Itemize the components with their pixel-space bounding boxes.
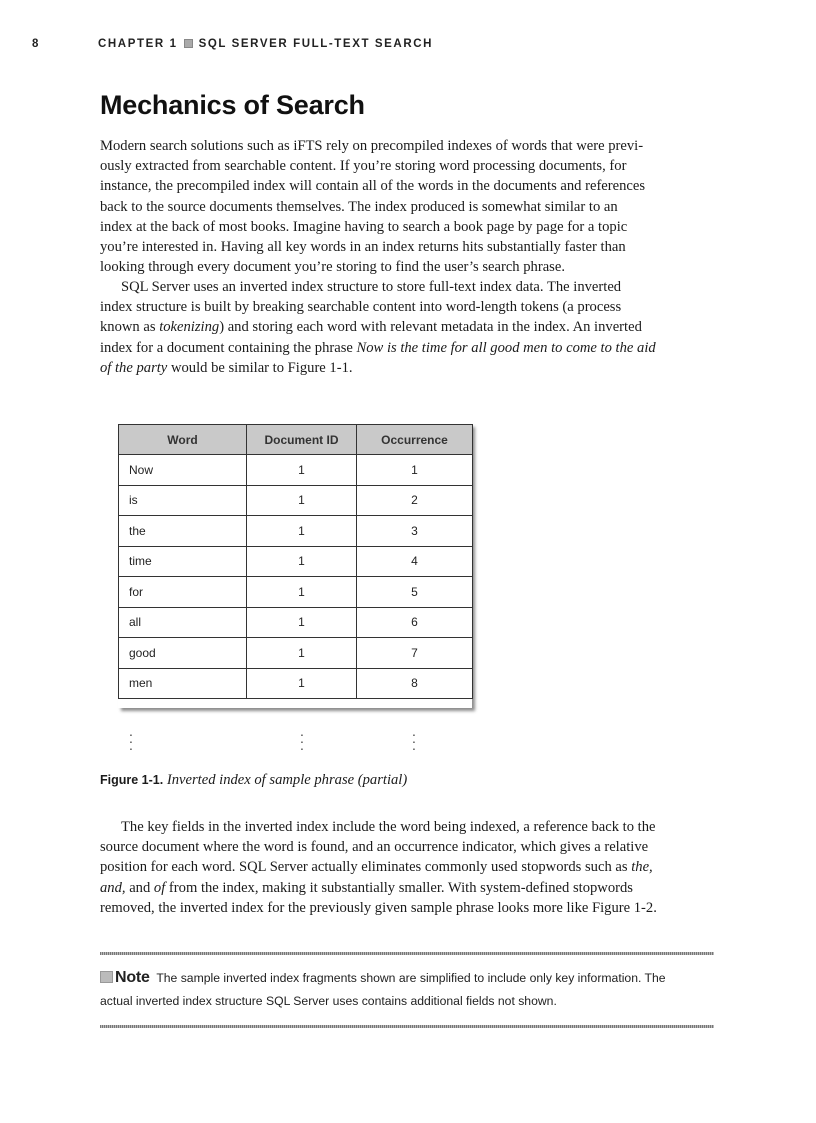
cell-occurrence: 6 [357, 607, 473, 638]
cell-word: Now [119, 455, 247, 486]
cell-occurrence: 7 [357, 638, 473, 669]
cell-document-id: 1 [247, 516, 357, 547]
paragraph-2 [100, 277, 720, 378]
cell-word: time [119, 546, 247, 577]
continuation-dots-document-id: . . . [300, 723, 304, 753]
sample-phrase: Now is the time for all good men to come to the aid [356, 339, 656, 356]
column-header-occurrence: Occurrence [357, 425, 473, 455]
emphasis-term: and, [100, 879, 126, 896]
note-top-rule [100, 952, 714, 955]
cell-word: good [119, 638, 247, 669]
cell-occurrence: 4 [357, 546, 473, 577]
text-line [100, 317, 720, 337]
text-line: looking through every document you’re storing to find the user’s search phrase. [100, 259, 565, 276]
sample-phrase: of the party [100, 359, 168, 376]
text-line: ously extracted from searchable content. If you’re storing word processing documents, for [100, 158, 627, 175]
square-bullet-icon [184, 39, 193, 48]
text-line [100, 878, 720, 898]
running-header [32, 38, 732, 54]
text-line [100, 338, 720, 358]
table-row [119, 638, 473, 669]
inverted-index-figure [118, 424, 472, 708]
cell-document-id: 1 [247, 668, 357, 699]
section-title: Mechanics of Search [100, 90, 365, 120]
note-square-icon [100, 971, 113, 983]
figure-label: Figure 1-1. [100, 773, 164, 787]
cell-document-id: 1 [247, 607, 357, 638]
text-line [100, 857, 720, 877]
table-row [119, 577, 473, 608]
column-header-word: Word [119, 425, 247, 455]
chapter-header [98, 38, 433, 50]
text-run: and [125, 879, 154, 896]
text-line: back to the source documents themselves. The index produced is somewhat similar to an [100, 198, 618, 215]
table-row [119, 485, 473, 516]
column-header-document-id: Document ID [247, 425, 357, 455]
page-number: 8 [32, 38, 40, 50]
text-run: would be similar to Figure 1-1. [167, 359, 353, 376]
cell-document-id: 1 [247, 577, 357, 608]
emphasis-term: tokenizing [159, 319, 220, 336]
cell-occurrence: 3 [357, 516, 473, 547]
chapter-label: CHAPTER 1 [98, 38, 178, 50]
cell-document-id: 1 [247, 455, 357, 486]
continuation-dots-word: . . . [129, 723, 133, 753]
note-keyword: Note [115, 969, 150, 986]
figure-caption [100, 772, 407, 789]
text-line: SQL Server uses an inverted index structure to store full-text index data. The inverted [121, 279, 622, 295]
text-line: removed, the inverted index for the previously given sample phrase looks more like Figure 1-2. [100, 899, 657, 916]
text-line: you’re interested in. Having all key words in an index returns hits substantially faster than [100, 239, 626, 256]
continuation-dots-occurrence: . . . [412, 723, 416, 753]
paragraph-1 [100, 136, 720, 277]
text-run: known as [100, 319, 160, 336]
note-text: The sample inverted index fragments shown are simplified to include only key information. The [156, 971, 666, 985]
cell-occurrence: 2 [357, 485, 473, 516]
figure-caption-text: Inverted index of sample phrase (partial) [163, 772, 408, 788]
text-line: source document where the word is found, and an occurrence indicator, which gives a relative [100, 839, 649, 856]
text-line: instance, the precompiled index will contain all of the words in the documents and references [100, 178, 646, 195]
text-run: ) and storing each word with relevant metadata in the index. An inverted [219, 319, 642, 336]
note-line: actual inverted index structure SQL Server uses contains additional fields not shown. [100, 994, 557, 1008]
cell-document-id: 1 [247, 485, 357, 516]
cell-occurrence: 1 [357, 455, 473, 486]
cell-document-id: 1 [247, 546, 357, 577]
table-row [119, 607, 473, 638]
cell-word: men [119, 668, 247, 699]
table-row [119, 546, 473, 577]
cell-occurrence: 8 [357, 668, 473, 699]
text-run: from the index, making it substantially smaller. With system-defined stopwords [165, 879, 633, 896]
emphasis-term: the, [631, 859, 653, 876]
text-run: index for a document containing the phrase [100, 339, 357, 356]
note-box [100, 966, 720, 1013]
text-line: Modern search solutions such as iFTS rely on precompiled indexes of words that were previ- [100, 138, 644, 154]
inverted-index-table [118, 424, 473, 699]
cell-word: the [119, 516, 247, 547]
cell-word: for [119, 577, 247, 608]
cell-document-id: 1 [247, 638, 357, 669]
paragraph-3 [100, 817, 720, 918]
text-line: index at the back of most books. Imagine having to search a book page by page for a topic [100, 218, 628, 235]
cell-word: is [119, 485, 247, 516]
note-bottom-rule [100, 1025, 714, 1028]
text-line: The key fields in the inverted index include the word being indexed, a reference back to the [121, 819, 656, 835]
cell-word: all [119, 607, 247, 638]
table-row [119, 516, 473, 547]
text-line: index structure is built by breaking searchable content into word-length tokens (a process [100, 299, 622, 316]
emphasis-term: of [153, 879, 166, 896]
section-label: SQL SERVER FULL-TEXT SEARCH [198, 38, 434, 50]
note-line [100, 966, 720, 990]
text-run: position for each word. SQL Server actually eliminates commonly used stopwords such as [100, 859, 632, 876]
table-row [119, 668, 473, 699]
table-row [119, 455, 473, 486]
text-line [100, 358, 720, 378]
table-header-row [119, 425, 473, 455]
cell-occurrence: 5 [357, 577, 473, 608]
